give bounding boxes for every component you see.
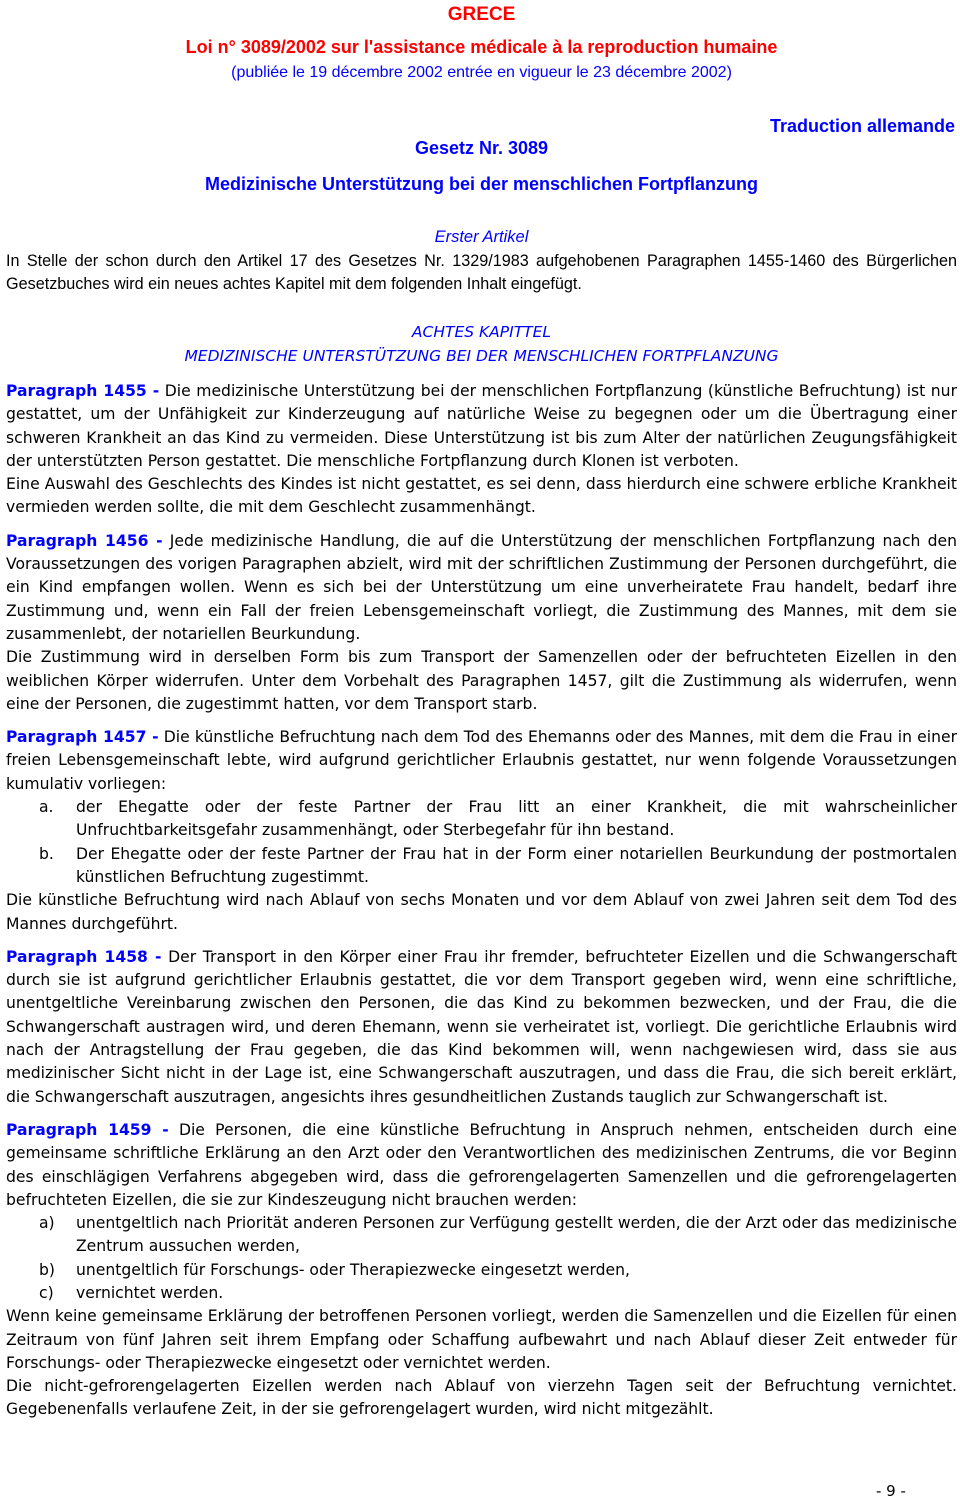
- paragraph-text: Die medizinische Unterstützung bei der menschlichen Fortpflanzung (künstliche Befruchtung) ist nur gestattet, um der Unfähigkeit zur Kinderzeugung auf natürliche Weise zu begegnen oder um die Übertragung einer schweren Krankheit an das Kind zu vermeiden. Diese Unterstützung ist bis zum Alter der natürlichen Zeugungsfähigkeit der unterstützten Person gestattet. Die menschliche Fortpflanzung durch Klonen ist verboten.: [6, 382, 957, 470]
- publication-note: (publiée le 19 décembre 2002 entrée en vigueur le 23 décembre 2002): [231, 64, 732, 81]
- chapter-subtitle: MEDIZINISCHE UNTERSTÜTZUNG BEI DER MENSCHLICHEN FORTPFLANZUNG: [184, 347, 779, 365]
- list-marker: a): [39, 1214, 55, 1233]
- list-text: unentgeltlich für Forschungs- oder Therapiezwecke eingesetzt werden,: [76, 1260, 630, 1279]
- paragraph-text: Der Transport in den Körper einer Frau ihr fremder, befruchteter Eizellen und die Schwangerschaft durch sie ist aufgrund gerichtlicher Erlaubnis gestattet, die vor dem Transport gegeben wird, wenn eine schriftliche, unentgeltliche Vereinbarung zwischen den Personen, die das Kind zu bekommen bezwecken, und der Frau, die die Schwangerschaft austragen wird, und deren Ehemann, wenn sie verheiratet ist, vorliegt. Die gerichtliche Erlaubnis wird nach der Antragstellung der Frau gegeben, die das Kind bekommen will, wenn nachgewiesen wird, dass sie aus medizinischer Sicht nicht in der Lage ist, eine Schwangerschaft auszutragen, und dass die Frau, die sich bereit erklärt, die Schwangerschaft auszutragen, angesichts ihres gesundheitlichen Zustands tauglich zur Schwangerschaft ist.: [6, 947, 957, 1106]
- paragraph-text: Wenn keine gemeinsame Erklärung der betroffenen Personen vorliegt, werden die Samenzellen und die Eizellen für einen Zeitraum von fünf Jahren seit ihrem Empfang oder Schaffung aufbewahrt und nach Ablauf dieser Zeit entweder für Forschungs- oder Therapiezwecke eingesetzt oder vernichtet werden.: [6, 1307, 957, 1372]
- paragraph-1456: [6, 530, 957, 646]
- list-marker: a.: [39, 798, 54, 817]
- paragraph-text: Die Zustimmung wird in derselben Form bis zum Transport der Samenzellen oder der befruchteten Eizellen in den weiblichen Körper widerrufen. Unter dem Vorbehalt des Paragraphen 1457, gilt die Zustimmung als widerrufen, wenn eine der Personen, die zugestimmt hatten, vor dem Transport starb.: [6, 648, 957, 713]
- list-item: [6, 1282, 957, 1305]
- list-marker: c): [39, 1283, 54, 1302]
- country-heading: GRECE: [447, 4, 516, 25]
- law-title: Loi n° 3089/2002 sur l'assistance médicale à la reproduction humaine: [185, 37, 778, 57]
- paragraph-1455: [6, 380, 957, 473]
- paragraph-text: Die Personen, die eine künstliche Befruchtung in Anspruch nehmen, entscheiden durch eine gemeinsame schriftliche Erklärung an den Arzt oder den Verantwortlichen des medizinischen Zentrums, die vor Beginn des einschlägigen Verfahrens abgegeben wird, dass die gefrorengelagerten Samenzellen und die gefrorengelagerten befruchteten Eizellen, die sie zur Kindeszeugung nicht brauchen werden:: [6, 1120, 957, 1209]
- list-marker: b): [39, 1260, 55, 1279]
- list-text: der Ehegatte oder der feste Partner der Frau litt an einer Krankheit, die mit wahrscheinlicher Unfruchtbarkeitsgefahr zusammenhängt, oder Sterbegefahr für ihn bestand.: [76, 798, 957, 840]
- list-text: unentgeltlich nach Priorität anderen Personen zur Verfügung gestellt werden, die der Arzt oder das medizinische Zentrum aussuchen werden,: [76, 1214, 957, 1256]
- list-item: [6, 1259, 957, 1282]
- list-text: vernichtet werden.: [76, 1283, 224, 1302]
- chapter-heading: [6, 320, 957, 368]
- paragraph-1458: [6, 946, 957, 1109]
- paragraph-text: Die künstliche Befruchtung wird nach Ablauf von sechs Monaten und vor dem Ablauf von zwei Jahren seit dem Tod des Mannes durchgeführt.: [6, 891, 957, 933]
- article-heading: Erster Artikel: [434, 228, 529, 246]
- paragraph-text: Jede medizinische Handlung, die auf die Unterstützung der menschlichen Fortpflanzung nach den Voraussetzungen des vorigen Paragraphen abzielt, wird mit der schriftlichen Zustimmung der Personen durchgeführt, die ein Kind empfangen wollen. Wenn es sich bei der Unterstützung um eine unverheiratete Frau handelt, bedarf ihre Zustimmung und, wenn ein Fall der freien Lebensgemeinschaft vorliegt, die Zustimmung des Mannes, mit dem sie zusammenlebt, der notariellen Beurkundung.: [6, 531, 957, 643]
- paragraph-text: Die nicht-gefrorengelagerten Eizellen werden nach Ablauf von vierzehn Tagen seit der Befruchtung vernichtet. Gegebenenfalls verlaufene Zeit, in der sie gefrorengelagert wurden, wird nicht mitgezählt.: [6, 1377, 957, 1419]
- list-item: [6, 796, 957, 843]
- paragraph-label: Paragraph 1459 -: [6, 1120, 169, 1139]
- list-marker: b.: [39, 844, 54, 863]
- article-text: In Stelle der schon durch den Artikel 17 des Gesetzes Nr. 1329/1983 aufgehobenen Paragraphen 1455-1460 des Bürgerlichen Gesetzbuches wird ein neues achtes Kapitel mit dem folgenden Inhalt eingefügt.: [6, 252, 957, 293]
- document-body: [6, 380, 957, 1422]
- paragraph-label: Paragraph 1457 -: [6, 728, 159, 747]
- list-item: [6, 843, 957, 890]
- chapter-title: ACHTES KAPITTEL: [411, 323, 552, 341]
- list-item: [6, 1212, 957, 1259]
- translation-label: Traduction allemande: [769, 116, 955, 136]
- gesetz-subtitle: Medizinische Unterstützung bei der menschlichen Fortpflanzung: [204, 174, 759, 194]
- list-text: Der Ehegatte oder der feste Partner der Frau hat in der Form einer notariellen Beurkundung der postmortalen künstlichen Befruchtung zugestimmt.: [76, 844, 957, 886]
- paragraph-text: Eine Auswahl des Geschlechts des Kindes ist nicht gestattet, es sei denn, dass hierdurch eine schwere erbliche Krankheit vermieden werden sollte, die mit dem Geschlecht zusammenhängt.: [6, 475, 957, 517]
- page-number: - 9 -: [876, 1482, 906, 1500]
- paragraph-label: Paragraph 1458 -: [6, 947, 162, 966]
- gesetz-title: Gesetz Nr. 3089: [414, 138, 549, 158]
- paragraph-1459: [6, 1119, 957, 1212]
- paragraph-1457: [6, 726, 957, 796]
- paragraph-label: Paragraph 1456 -: [6, 531, 163, 550]
- paragraph-text: Die künstliche Befruchtung nach dem Tod des Ehemanns oder des Mannes, mit dem die Frau in einer freien Lebensgemeinschaft lebte, wird aufgrund gerichtlicher Erlaubnis gestattet, nur wenn folgende Voraussetzungen kumulativ vorliegen:: [6, 728, 957, 793]
- paragraph-label: Paragraph 1455 -: [6, 382, 160, 400]
